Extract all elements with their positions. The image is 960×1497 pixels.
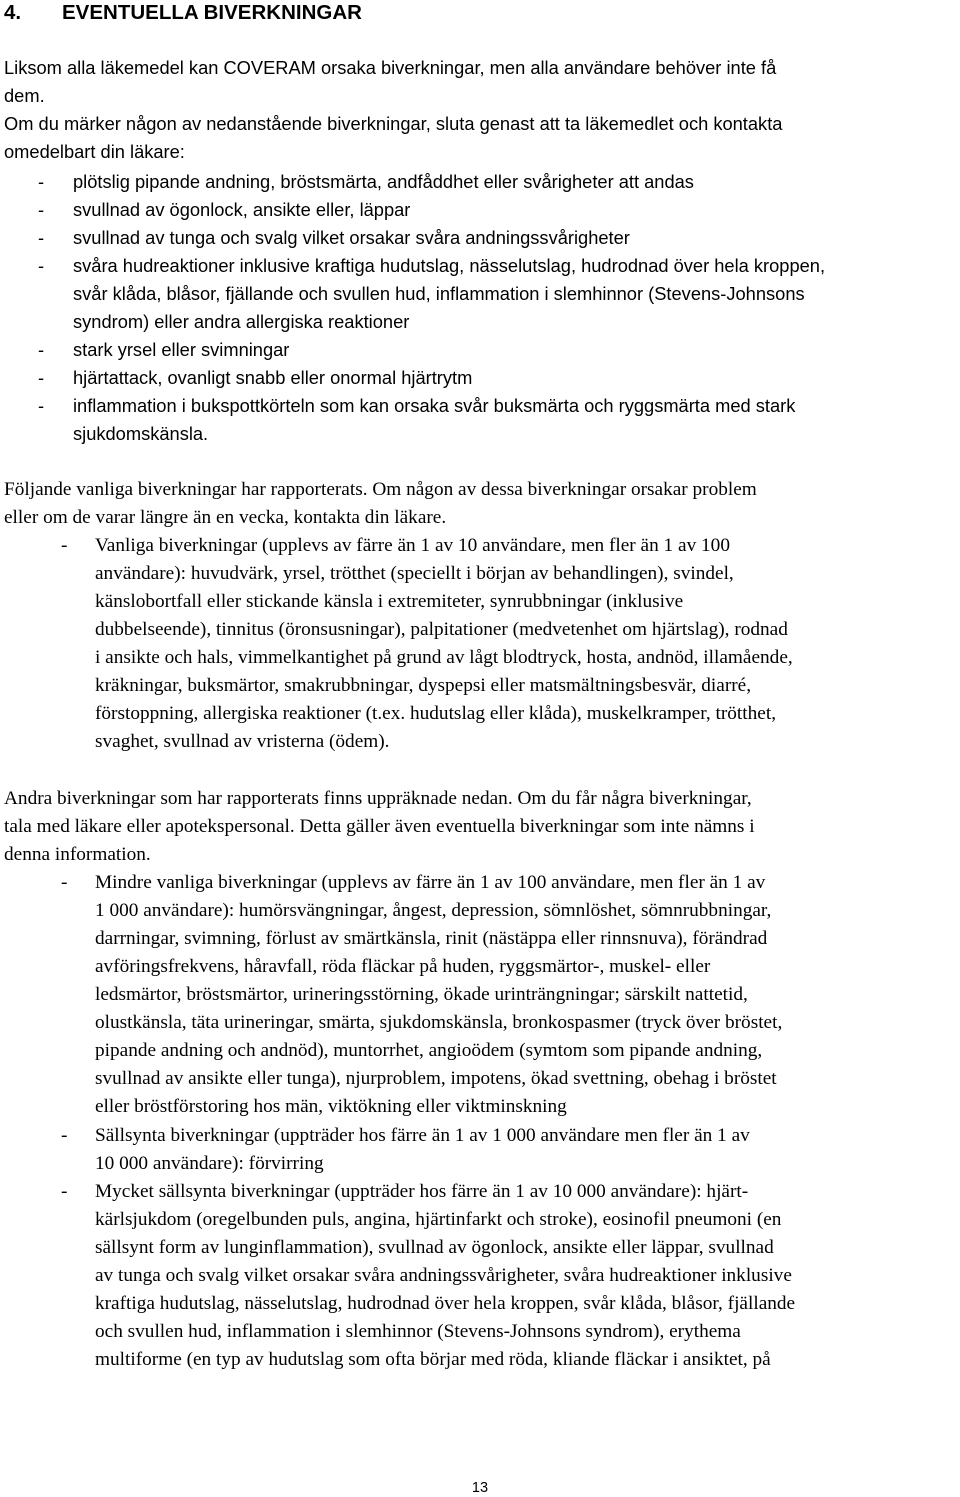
list-item-line: Mindre vanliga biverkningar (upplevs av färre än 1 av 100 användare, men fler än 1 av [95,872,766,893]
list-item-line: känslobortfall eller stickande känsla i extremiteter, synrubbningar (inklusive [95,591,684,612]
list-dash: - [38,339,45,360]
paragraph-line: omedelbart din läkare: [4,141,185,162]
paragraph-line: Om du märker någon av nedanstående biverkningar, sluta genast att ta läkemedlet och kontakta [4,113,783,134]
list-item-line: stark yrsel eller svimningar [73,339,290,360]
list-item-line: multiforme (en typ av hudutslag som ofta börjar med röda, kliande fläckar i ansiktet, på [95,1349,771,1370]
list-item-line: hjärtattack, ovanligt snabb eller onormal hjärtrytm [73,367,473,388]
list-item-line: eller bröstförstoring hos män, viktökning eller viktminskning [95,1096,567,1117]
list-item-line: Mycket sällsynta biverkningar (uppträder hos färre än 1 av 10 000 användare): hjärt- [95,1181,749,1202]
list-dash: - [61,1125,68,1146]
list-item-line: darrningar, svimning, förlust av smärtkänsla, rinit (nästäppa eller rinnsnuva), förändrad [95,928,768,949]
list-item-line: förstoppning, allergiska reaktioner (t.ex. hudutslag eller klåda), muskelkramper, trötthet, [95,703,777,724]
list-dash: - [38,199,45,220]
list-dash: - [38,171,45,192]
paragraph-line: Liksom alla läkemedel kan COVERAM orsaka biverkningar, men alla användare behöver inte få [4,57,777,78]
list-item-line: svaghet, svullnad av vristerna (ödem). [95,731,390,752]
list-dash: - [61,1181,68,1202]
list-item-line: användare): huvudvärk, yrsel, trötthet (speciellt i början av behandlingen), svindel, [95,563,734,584]
list-item-line: ledsmärtor, bröstsmärtor, urineringsstörning, ökade urinträngningar; särskilt nattetid, [95,984,748,1005]
list-item-line: svåra hudreaktioner inklusive kraftiga hudutslag, nässelutslag, hudrodnad över hela kroppen, [73,255,826,276]
paragraph-line: tala med läkare eller apotekspersonal. Detta gäller även eventuella biverkningar som inte nämns i [4,816,755,837]
list-dash: - [38,227,45,248]
list-item-line: sjukdomskänsla. [73,423,209,444]
list-item-line: kraftiga hudutslag, nässelutslag, hudrodnad över hela kroppen, svår klåda, blåsor, fjällande [95,1293,796,1314]
section-number: 4. [4,1,22,24]
paragraph-line: Andra biverkningar som har rapporterats finns uppräknade nedan. Om du får några biverkningar, [4,788,752,809]
list-item-line: av tunga och svalg vilket orsakar svåra andningssvårigheter, svåra hudreaktioner inklusive [95,1265,792,1286]
list-dash: - [38,255,45,276]
intro-paragraph [4,54,782,166]
list-item-line: 10 000 användare): förvirring [95,1153,324,1174]
list-item-line: i ansikte och hals, vimmelkantighet på grund av lågt blodtryck, hosta, andnöd, illamående, [95,647,793,668]
list-dash: - [38,395,45,416]
list-item-line: kräkningar, buksmärtor, smakrubbningar, dyspepsi eller matsmältningsbesvär, diarré, [95,675,752,696]
list-item-line: svullnad av ögonlock, ansikte eller, läppar [73,199,411,220]
list-item-line: kärlsjukdom (oregelbunden puls, angina, hjärtinfarkt och stroke), eosinofil pneumoni (en [95,1209,782,1230]
list-item-line: dubbelseende), tinnitus (öronsusningar), palpitationer (medvetenhet om hjärtslag), rodnad [95,619,788,640]
list-item-line: olustkänsla, täta urineringar, smärta, sjukdomskänsla, bronkospasmer (tryck över bröstet, [95,1012,783,1033]
list-item-line: och svullen hud, inflammation i slemhinnor (Stevens-Johnsons syndrom), erythema [95,1321,741,1342]
paragraph-line: Följande vanliga biverkningar har rapporterats. Om någon av dessa biverkningar orsakar problem [4,479,757,500]
list-item-line: Vanliga biverkningar (upplevs av färre än 1 av 10 användare, men fler än 1 av 100 [95,535,730,556]
paragraph-line: dem. [4,85,45,106]
list-item-line: pipande andning och andnöd), muntorrhet, angioödem (symtom som pipande andning, [95,1040,763,1061]
list-item-line: inflammation i bukspottkörteln som kan orsaka svår buksmärta och ryggsmärta med stark [73,395,796,416]
list-dash: - [38,367,45,388]
paragraph-line: eller om de varar längre än en vecka, kontakta din läkare. [4,507,447,528]
list-item-line: Sällsynta biverkningar (uppträder hos färre än 1 av 1 000 användare men fler än 1 av [95,1125,750,1146]
common-intro-paragraph [4,476,757,532]
list-dash: - [61,535,68,556]
page-number: 13 [471,1480,489,1496]
list-item-line: plötslig pipande andning, bröstsmärta, andfåddhet eller svårigheter att andas [73,171,694,192]
section-title: EVENTUELLA BIVERKNINGAR [62,1,362,24]
list-item-line: svullnad av ansikte eller tunga), njurproblem, impotens, ökad svettning, obehag i bröstet [95,1068,777,1089]
list-item-line: svullnad av tunga och svalg vilket orsakar svåra andningssvårigheter [73,227,630,248]
list-item-line: syndrom) eller andra allergiska reaktioner [73,311,410,332]
other-intro-paragraph [4,785,755,869]
list-item-line: avföringsfrekvens, håravfall, röda fläckar på huden, ryggsmärtor-, muskel- eller [95,956,711,977]
list-item-line: 1 000 användare): humörsvängningar, ångest, depression, sömnlöshet, sömnrubbningar, [95,900,772,921]
section-heading [4,0,362,26]
list-item-line: sällsynt form av lunginflammation), svullnad av ögonlock, ansikte eller läppar, svullnad [95,1237,774,1258]
list-item-line: svår klåda, blåsor, fjällande och svullen hud, inflammation i slemhinnor (Stevens-Johnsons [73,283,805,304]
list-dash: - [61,872,68,893]
paragraph-line: denna information. [4,844,151,865]
